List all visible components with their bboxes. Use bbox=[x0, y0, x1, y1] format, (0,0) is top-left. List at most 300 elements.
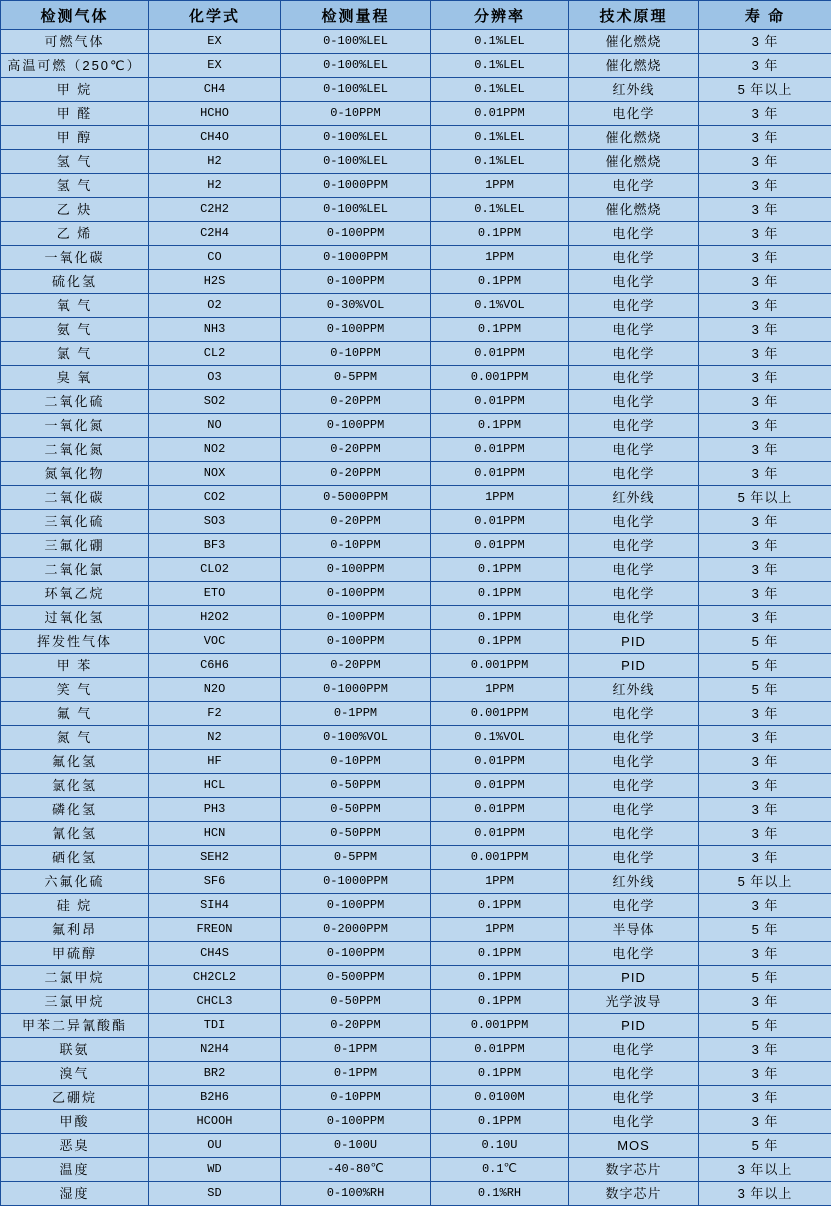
cell-gas-name: 过氧化氢 bbox=[1, 606, 149, 630]
cell-chemical-formula: H2 bbox=[149, 150, 281, 174]
cell-lifespan: 3 年以上 bbox=[699, 1158, 831, 1182]
cell-gas-name: 一氧化氮 bbox=[1, 414, 149, 438]
cell-resolution: 0.1%LEL bbox=[431, 30, 569, 54]
cell-resolution: 0.10U bbox=[431, 1134, 569, 1158]
table-row bbox=[1, 654, 831, 678]
cell-resolution: 1PPM bbox=[431, 678, 569, 702]
cell-chemical-formula: PH3 bbox=[149, 798, 281, 822]
cell-technology: 电化学 bbox=[569, 318, 699, 342]
cell-resolution: 0.01PPM bbox=[431, 462, 569, 486]
cell-resolution: 0.01PPM bbox=[431, 342, 569, 366]
table-row bbox=[1, 1062, 831, 1086]
cell-technology: 电化学 bbox=[569, 510, 699, 534]
cell-resolution: 0.001PPM bbox=[431, 702, 569, 726]
cell-gas-name: 氢 气 bbox=[1, 150, 149, 174]
cell-technology: 电化学 bbox=[569, 774, 699, 798]
cell-resolution: 1PPM bbox=[431, 870, 569, 894]
table-row bbox=[1, 270, 831, 294]
cell-chemical-formula: BR2 bbox=[149, 1062, 281, 1086]
cell-resolution: 0.1PPM bbox=[431, 270, 569, 294]
cell-lifespan: 3 年 bbox=[699, 102, 831, 126]
cell-gas-name: 六氟化硫 bbox=[1, 870, 149, 894]
cell-gas-name: 三氯甲烷 bbox=[1, 990, 149, 1014]
cell-lifespan: 3 年 bbox=[699, 342, 831, 366]
table-row bbox=[1, 150, 831, 174]
cell-chemical-formula: ETO bbox=[149, 582, 281, 606]
cell-gas-name: 高温可燃（250℃） bbox=[1, 54, 149, 78]
cell-lifespan: 3 年 bbox=[699, 1086, 831, 1110]
cell-lifespan: 3 年 bbox=[699, 366, 831, 390]
cell-chemical-formula: SF6 bbox=[149, 870, 281, 894]
cell-technology: 电化学 bbox=[569, 342, 699, 366]
table-row bbox=[1, 822, 831, 846]
cell-resolution: 0.1PPM bbox=[431, 990, 569, 1014]
cell-detection-range: 0-1PPM bbox=[281, 702, 431, 726]
cell-chemical-formula: BF3 bbox=[149, 534, 281, 558]
cell-detection-range: 0-100PPM bbox=[281, 558, 431, 582]
cell-technology: 电化学 bbox=[569, 174, 699, 198]
cell-technology: 催化燃烧 bbox=[569, 30, 699, 54]
cell-technology: 催化燃烧 bbox=[569, 126, 699, 150]
cell-lifespan: 3 年 bbox=[699, 222, 831, 246]
table-row bbox=[1, 534, 831, 558]
cell-lifespan: 3 年 bbox=[699, 558, 831, 582]
cell-lifespan: 3 年 bbox=[699, 990, 831, 1014]
cell-gas-name: 挥发性气体 bbox=[1, 630, 149, 654]
cell-technology: PID bbox=[569, 654, 699, 678]
cell-detection-range: 0-20PPM bbox=[281, 462, 431, 486]
cell-resolution: 0.01PPM bbox=[431, 390, 569, 414]
cell-lifespan: 3 年 bbox=[699, 1110, 831, 1134]
cell-resolution: 0.01PPM bbox=[431, 102, 569, 126]
cell-technology: 电化学 bbox=[569, 558, 699, 582]
cell-gas-name: 乙 炔 bbox=[1, 198, 149, 222]
cell-resolution: 0.01PPM bbox=[431, 798, 569, 822]
cell-resolution: 1PPM bbox=[431, 486, 569, 510]
cell-detection-range: 0-1PPM bbox=[281, 1038, 431, 1062]
table-row bbox=[1, 750, 831, 774]
cell-technology: 半导体 bbox=[569, 918, 699, 942]
cell-resolution: 0.1%LEL bbox=[431, 126, 569, 150]
cell-gas-name: 乙硼烷 bbox=[1, 1086, 149, 1110]
cell-lifespan: 3 年 bbox=[699, 582, 831, 606]
cell-detection-range: 0-100U bbox=[281, 1134, 431, 1158]
cell-chemical-formula: CO2 bbox=[149, 486, 281, 510]
cell-lifespan: 3 年 bbox=[699, 198, 831, 222]
table-row bbox=[1, 510, 831, 534]
cell-resolution: 0.001PPM bbox=[431, 366, 569, 390]
cell-chemical-formula: HCL bbox=[149, 774, 281, 798]
table-row bbox=[1, 1014, 831, 1038]
cell-lifespan: 3 年 bbox=[699, 270, 831, 294]
cell-chemical-formula: O3 bbox=[149, 366, 281, 390]
cell-gas-name: 甲硫醇 bbox=[1, 942, 149, 966]
cell-gas-name: 乙 烯 bbox=[1, 222, 149, 246]
table-row bbox=[1, 414, 831, 438]
cell-gas-name: 甲 醇 bbox=[1, 126, 149, 150]
table-row bbox=[1, 294, 831, 318]
cell-detection-range: 0-100PPM bbox=[281, 630, 431, 654]
cell-detection-range: 0-1000PPM bbox=[281, 174, 431, 198]
cell-resolution: 0.1%LEL bbox=[431, 78, 569, 102]
cell-gas-name: 甲苯二异氰酸酯 bbox=[1, 1014, 149, 1038]
cell-lifespan: 3 年 bbox=[699, 150, 831, 174]
cell-technology: 电化学 bbox=[569, 270, 699, 294]
cell-lifespan: 3 年 bbox=[699, 462, 831, 486]
cell-resolution: 0.001PPM bbox=[431, 1014, 569, 1038]
cell-gas-name: 硅 烷 bbox=[1, 894, 149, 918]
table-row bbox=[1, 126, 831, 150]
cell-lifespan: 3 年 bbox=[699, 774, 831, 798]
cell-gas-name: 硫化氢 bbox=[1, 270, 149, 294]
table-row bbox=[1, 78, 831, 102]
cell-technology: 红外线 bbox=[569, 486, 699, 510]
cell-resolution: 0.001PPM bbox=[431, 846, 569, 870]
table-header-row bbox=[1, 1, 831, 30]
cell-chemical-formula: CL2 bbox=[149, 342, 281, 366]
cell-gas-name: 二氧化碳 bbox=[1, 486, 149, 510]
cell-technology: 电化学 bbox=[569, 1110, 699, 1134]
cell-technology: 电化学 bbox=[569, 606, 699, 630]
cell-resolution: 0.1PPM bbox=[431, 582, 569, 606]
cell-detection-range: 0-100%RH bbox=[281, 1182, 431, 1206]
cell-technology: 电化学 bbox=[569, 414, 699, 438]
table-row bbox=[1, 630, 831, 654]
cell-detection-range: 0-100PPM bbox=[281, 222, 431, 246]
cell-technology: 红外线 bbox=[569, 870, 699, 894]
cell-technology: 电化学 bbox=[569, 726, 699, 750]
cell-gas-name: 氯化氢 bbox=[1, 774, 149, 798]
cell-detection-range: 0-50PPM bbox=[281, 774, 431, 798]
table-row bbox=[1, 222, 831, 246]
cell-chemical-formula: SO2 bbox=[149, 390, 281, 414]
cell-technology: PID bbox=[569, 966, 699, 990]
cell-detection-range: 0-100PPM bbox=[281, 894, 431, 918]
cell-detection-range: 0-100PPM bbox=[281, 1110, 431, 1134]
cell-detection-range: 0-10PPM bbox=[281, 1086, 431, 1110]
cell-chemical-formula: CH4 bbox=[149, 78, 281, 102]
cell-lifespan: 3 年 bbox=[699, 510, 831, 534]
cell-resolution: 0.01PPM bbox=[431, 534, 569, 558]
cell-detection-range: 0-50PPM bbox=[281, 990, 431, 1014]
cell-resolution: 0.1PPM bbox=[431, 966, 569, 990]
cell-technology: 红外线 bbox=[569, 678, 699, 702]
cell-detection-range: 0-30%VOL bbox=[281, 294, 431, 318]
cell-technology: 红外线 bbox=[569, 78, 699, 102]
cell-resolution: 0.1%VOL bbox=[431, 726, 569, 750]
table-row bbox=[1, 1086, 831, 1110]
cell-technology: MOS bbox=[569, 1134, 699, 1158]
cell-resolution: 0.01PPM bbox=[431, 750, 569, 774]
cell-lifespan: 3 年 bbox=[699, 294, 831, 318]
table-row bbox=[1, 366, 831, 390]
cell-technology: 电化学 bbox=[569, 294, 699, 318]
cell-gas-name: 二氧化硫 bbox=[1, 390, 149, 414]
cell-detection-range: 0-100%LEL bbox=[281, 78, 431, 102]
cell-detection-range: 0-100PPM bbox=[281, 942, 431, 966]
cell-technology: 催化燃烧 bbox=[569, 198, 699, 222]
cell-lifespan: 3 年 bbox=[699, 702, 831, 726]
cell-lifespan: 5 年 bbox=[699, 918, 831, 942]
cell-resolution: 0.1%LEL bbox=[431, 198, 569, 222]
cell-lifespan: 5 年 bbox=[699, 654, 831, 678]
cell-resolution: 0.0100M bbox=[431, 1086, 569, 1110]
cell-gas-name: 二氯甲烷 bbox=[1, 966, 149, 990]
cell-lifespan: 3 年 bbox=[699, 1038, 831, 1062]
cell-lifespan: 5 年以上 bbox=[699, 486, 831, 510]
column-header-resolution: 分辨率 bbox=[431, 1, 569, 30]
cell-resolution: 0.1PPM bbox=[431, 318, 569, 342]
cell-lifespan: 5 年以上 bbox=[699, 78, 831, 102]
cell-technology: 电化学 bbox=[569, 246, 699, 270]
cell-detection-range: 0-20PPM bbox=[281, 510, 431, 534]
cell-detection-range: 0-100%LEL bbox=[281, 198, 431, 222]
cell-gas-name: 氮氧化物 bbox=[1, 462, 149, 486]
cell-chemical-formula: N2H4 bbox=[149, 1038, 281, 1062]
table-row bbox=[1, 558, 831, 582]
cell-lifespan: 3 年以上 bbox=[699, 1182, 831, 1206]
cell-technology: PID bbox=[569, 1014, 699, 1038]
cell-gas-name: 湿度 bbox=[1, 1182, 149, 1206]
cell-gas-name: 氟化氢 bbox=[1, 750, 149, 774]
cell-gas-name: 氰化氢 bbox=[1, 822, 149, 846]
table-row bbox=[1, 966, 831, 990]
cell-technology: 光学波导 bbox=[569, 990, 699, 1014]
table-row bbox=[1, 462, 831, 486]
table-row bbox=[1, 726, 831, 750]
cell-lifespan: 5 年 bbox=[699, 966, 831, 990]
cell-gas-name: 氯 气 bbox=[1, 342, 149, 366]
cell-lifespan: 3 年 bbox=[699, 54, 831, 78]
cell-lifespan: 3 年 bbox=[699, 606, 831, 630]
cell-lifespan: 5 年 bbox=[699, 1014, 831, 1038]
cell-technology: 电化学 bbox=[569, 846, 699, 870]
cell-chemical-formula: N2O bbox=[149, 678, 281, 702]
cell-detection-range: 0-100%LEL bbox=[281, 126, 431, 150]
cell-lifespan: 3 年 bbox=[699, 798, 831, 822]
cell-gas-name: 二氧化氯 bbox=[1, 558, 149, 582]
cell-technology: 电化学 bbox=[569, 798, 699, 822]
cell-detection-range: 0-100PPM bbox=[281, 318, 431, 342]
cell-resolution: 0.001PPM bbox=[431, 654, 569, 678]
cell-lifespan: 3 年 bbox=[699, 942, 831, 966]
column-header-gas-name: 检测气体 bbox=[1, 1, 149, 30]
cell-resolution: 0.1PPM bbox=[431, 942, 569, 966]
cell-gas-name: 笑 气 bbox=[1, 678, 149, 702]
cell-detection-range: 0-100PPM bbox=[281, 270, 431, 294]
table-body bbox=[1, 30, 831, 1206]
cell-resolution: 0.1%LEL bbox=[431, 150, 569, 174]
cell-gas-name: 三氟化硼 bbox=[1, 534, 149, 558]
cell-chemical-formula: H2S bbox=[149, 270, 281, 294]
column-header-lifespan: 寿 命 bbox=[699, 1, 831, 30]
cell-detection-range: 0-20PPM bbox=[281, 654, 431, 678]
cell-resolution: 0.1PPM bbox=[431, 558, 569, 582]
cell-lifespan: 3 年 bbox=[699, 30, 831, 54]
cell-detection-range: 0-10PPM bbox=[281, 342, 431, 366]
cell-gas-name: 恶臭 bbox=[1, 1134, 149, 1158]
table-row bbox=[1, 486, 831, 510]
cell-resolution: 0.1PPM bbox=[431, 414, 569, 438]
cell-lifespan: 3 年 bbox=[699, 726, 831, 750]
table-row bbox=[1, 582, 831, 606]
table-row bbox=[1, 918, 831, 942]
cell-technology: 电化学 bbox=[569, 1062, 699, 1086]
cell-gas-name: 氨 气 bbox=[1, 318, 149, 342]
table-row bbox=[1, 318, 831, 342]
cell-lifespan: 3 年 bbox=[699, 822, 831, 846]
cell-detection-range: 0-100PPM bbox=[281, 414, 431, 438]
cell-technology: 催化燃烧 bbox=[569, 54, 699, 78]
cell-gas-name: 甲酸 bbox=[1, 1110, 149, 1134]
cell-chemical-formula: HCN bbox=[149, 822, 281, 846]
table-row bbox=[1, 1182, 831, 1206]
cell-technology: 电化学 bbox=[569, 702, 699, 726]
cell-lifespan: 3 年 bbox=[699, 318, 831, 342]
table-row bbox=[1, 438, 831, 462]
cell-technology: 电化学 bbox=[569, 222, 699, 246]
cell-chemical-formula: H2O2 bbox=[149, 606, 281, 630]
cell-chemical-formula: NOX bbox=[149, 462, 281, 486]
cell-gas-name: 硒化氢 bbox=[1, 846, 149, 870]
cell-technology: 电化学 bbox=[569, 462, 699, 486]
cell-lifespan: 5 年以上 bbox=[699, 870, 831, 894]
cell-resolution: 0.01PPM bbox=[431, 510, 569, 534]
cell-lifespan: 3 年 bbox=[699, 894, 831, 918]
cell-technology: PID bbox=[569, 630, 699, 654]
cell-chemical-formula: SO3 bbox=[149, 510, 281, 534]
cell-technology: 电化学 bbox=[569, 894, 699, 918]
cell-gas-name: 三氧化硫 bbox=[1, 510, 149, 534]
cell-technology: 催化燃烧 bbox=[569, 150, 699, 174]
table-row bbox=[1, 1158, 831, 1182]
cell-chemical-formula: SEH2 bbox=[149, 846, 281, 870]
cell-detection-range: 0-100%LEL bbox=[281, 54, 431, 78]
table-row bbox=[1, 606, 831, 630]
table-row bbox=[1, 54, 831, 78]
cell-chemical-formula: CH4O bbox=[149, 126, 281, 150]
table-row bbox=[1, 30, 831, 54]
cell-gas-name: 溴气 bbox=[1, 1062, 149, 1086]
cell-detection-range: 0-20PPM bbox=[281, 1014, 431, 1038]
cell-gas-name: 磷化氢 bbox=[1, 798, 149, 822]
cell-chemical-formula: NO bbox=[149, 414, 281, 438]
cell-gas-name: 可燃气体 bbox=[1, 30, 149, 54]
table-row bbox=[1, 702, 831, 726]
cell-resolution: 0.1℃ bbox=[431, 1158, 569, 1182]
cell-chemical-formula: FREON bbox=[149, 918, 281, 942]
cell-detection-range: 0-1PPM bbox=[281, 1062, 431, 1086]
cell-chemical-formula: VOC bbox=[149, 630, 281, 654]
cell-gas-name: 甲 苯 bbox=[1, 654, 149, 678]
cell-lifespan: 3 年 bbox=[699, 414, 831, 438]
cell-gas-name: 氢 气 bbox=[1, 174, 149, 198]
cell-gas-name: 甲 醛 bbox=[1, 102, 149, 126]
table-row bbox=[1, 894, 831, 918]
cell-resolution: 0.01PPM bbox=[431, 774, 569, 798]
cell-detection-range: 0-2000PPM bbox=[281, 918, 431, 942]
cell-lifespan: 3 年 bbox=[699, 390, 831, 414]
cell-chemical-formula: N2 bbox=[149, 726, 281, 750]
cell-technology: 数字芯片 bbox=[569, 1182, 699, 1206]
cell-chemical-formula: NH3 bbox=[149, 318, 281, 342]
table-row bbox=[1, 942, 831, 966]
cell-detection-range: 0-100%LEL bbox=[281, 30, 431, 54]
cell-detection-range: 0-20PPM bbox=[281, 390, 431, 414]
cell-detection-range: 0-100PPM bbox=[281, 606, 431, 630]
table-row bbox=[1, 246, 831, 270]
cell-resolution: 1PPM bbox=[431, 246, 569, 270]
cell-detection-range: 0-1000PPM bbox=[281, 246, 431, 270]
table-row bbox=[1, 1110, 831, 1134]
cell-resolution: 0.01PPM bbox=[431, 1038, 569, 1062]
cell-gas-name: 联氨 bbox=[1, 1038, 149, 1062]
cell-detection-range: 0-5000PPM bbox=[281, 486, 431, 510]
cell-chemical-formula: SD bbox=[149, 1182, 281, 1206]
cell-chemical-formula: O2 bbox=[149, 294, 281, 318]
cell-technology: 电化学 bbox=[569, 822, 699, 846]
cell-chemical-formula: B2H6 bbox=[149, 1086, 281, 1110]
cell-technology: 电化学 bbox=[569, 1038, 699, 1062]
cell-resolution: 0.1%LEL bbox=[431, 54, 569, 78]
cell-technology: 电化学 bbox=[569, 534, 699, 558]
cell-resolution: 0.1%RH bbox=[431, 1182, 569, 1206]
cell-detection-range: 0-100%LEL bbox=[281, 150, 431, 174]
table-row bbox=[1, 174, 831, 198]
cell-lifespan: 3 年 bbox=[699, 750, 831, 774]
cell-chemical-formula: OU bbox=[149, 1134, 281, 1158]
table-header bbox=[1, 1, 831, 30]
cell-detection-range: 0-1000PPM bbox=[281, 870, 431, 894]
cell-chemical-formula: TDI bbox=[149, 1014, 281, 1038]
cell-detection-range: -40-80℃ bbox=[281, 1158, 431, 1182]
cell-chemical-formula: C2H4 bbox=[149, 222, 281, 246]
cell-lifespan: 3 年 bbox=[699, 534, 831, 558]
cell-gas-name: 氟利昂 bbox=[1, 918, 149, 942]
cell-resolution: 0.1%VOL bbox=[431, 294, 569, 318]
cell-chemical-formula: NO2 bbox=[149, 438, 281, 462]
cell-chemical-formula: CH4S bbox=[149, 942, 281, 966]
cell-chemical-formula: C6H6 bbox=[149, 654, 281, 678]
table-row bbox=[1, 198, 831, 222]
cell-resolution: 0.1PPM bbox=[431, 606, 569, 630]
cell-detection-range: 0-10PPM bbox=[281, 534, 431, 558]
column-header-technology: 技术原理 bbox=[569, 1, 699, 30]
table-row bbox=[1, 990, 831, 1014]
cell-technology: 数字芯片 bbox=[569, 1158, 699, 1182]
cell-resolution: 1PPM bbox=[431, 174, 569, 198]
cell-technology: 电化学 bbox=[569, 438, 699, 462]
cell-chemical-formula: CO bbox=[149, 246, 281, 270]
cell-chemical-formula: EX bbox=[149, 30, 281, 54]
cell-gas-name: 一氧化碳 bbox=[1, 246, 149, 270]
cell-technology: 电化学 bbox=[569, 102, 699, 126]
cell-resolution: 0.01PPM bbox=[431, 822, 569, 846]
cell-lifespan: 3 年 bbox=[699, 846, 831, 870]
table-row bbox=[1, 798, 831, 822]
cell-gas-name: 臭 氧 bbox=[1, 366, 149, 390]
cell-gas-name: 氟 气 bbox=[1, 702, 149, 726]
cell-detection-range: 0-5PPM bbox=[281, 366, 431, 390]
cell-resolution: 0.1PPM bbox=[431, 1110, 569, 1134]
cell-gas-name: 甲 烷 bbox=[1, 78, 149, 102]
cell-chemical-formula: WD bbox=[149, 1158, 281, 1182]
cell-detection-range: 0-1000PPM bbox=[281, 678, 431, 702]
table-row bbox=[1, 342, 831, 366]
cell-lifespan: 3 年 bbox=[699, 246, 831, 270]
cell-detection-range: 0-5PPM bbox=[281, 846, 431, 870]
cell-detection-range: 0-50PPM bbox=[281, 798, 431, 822]
